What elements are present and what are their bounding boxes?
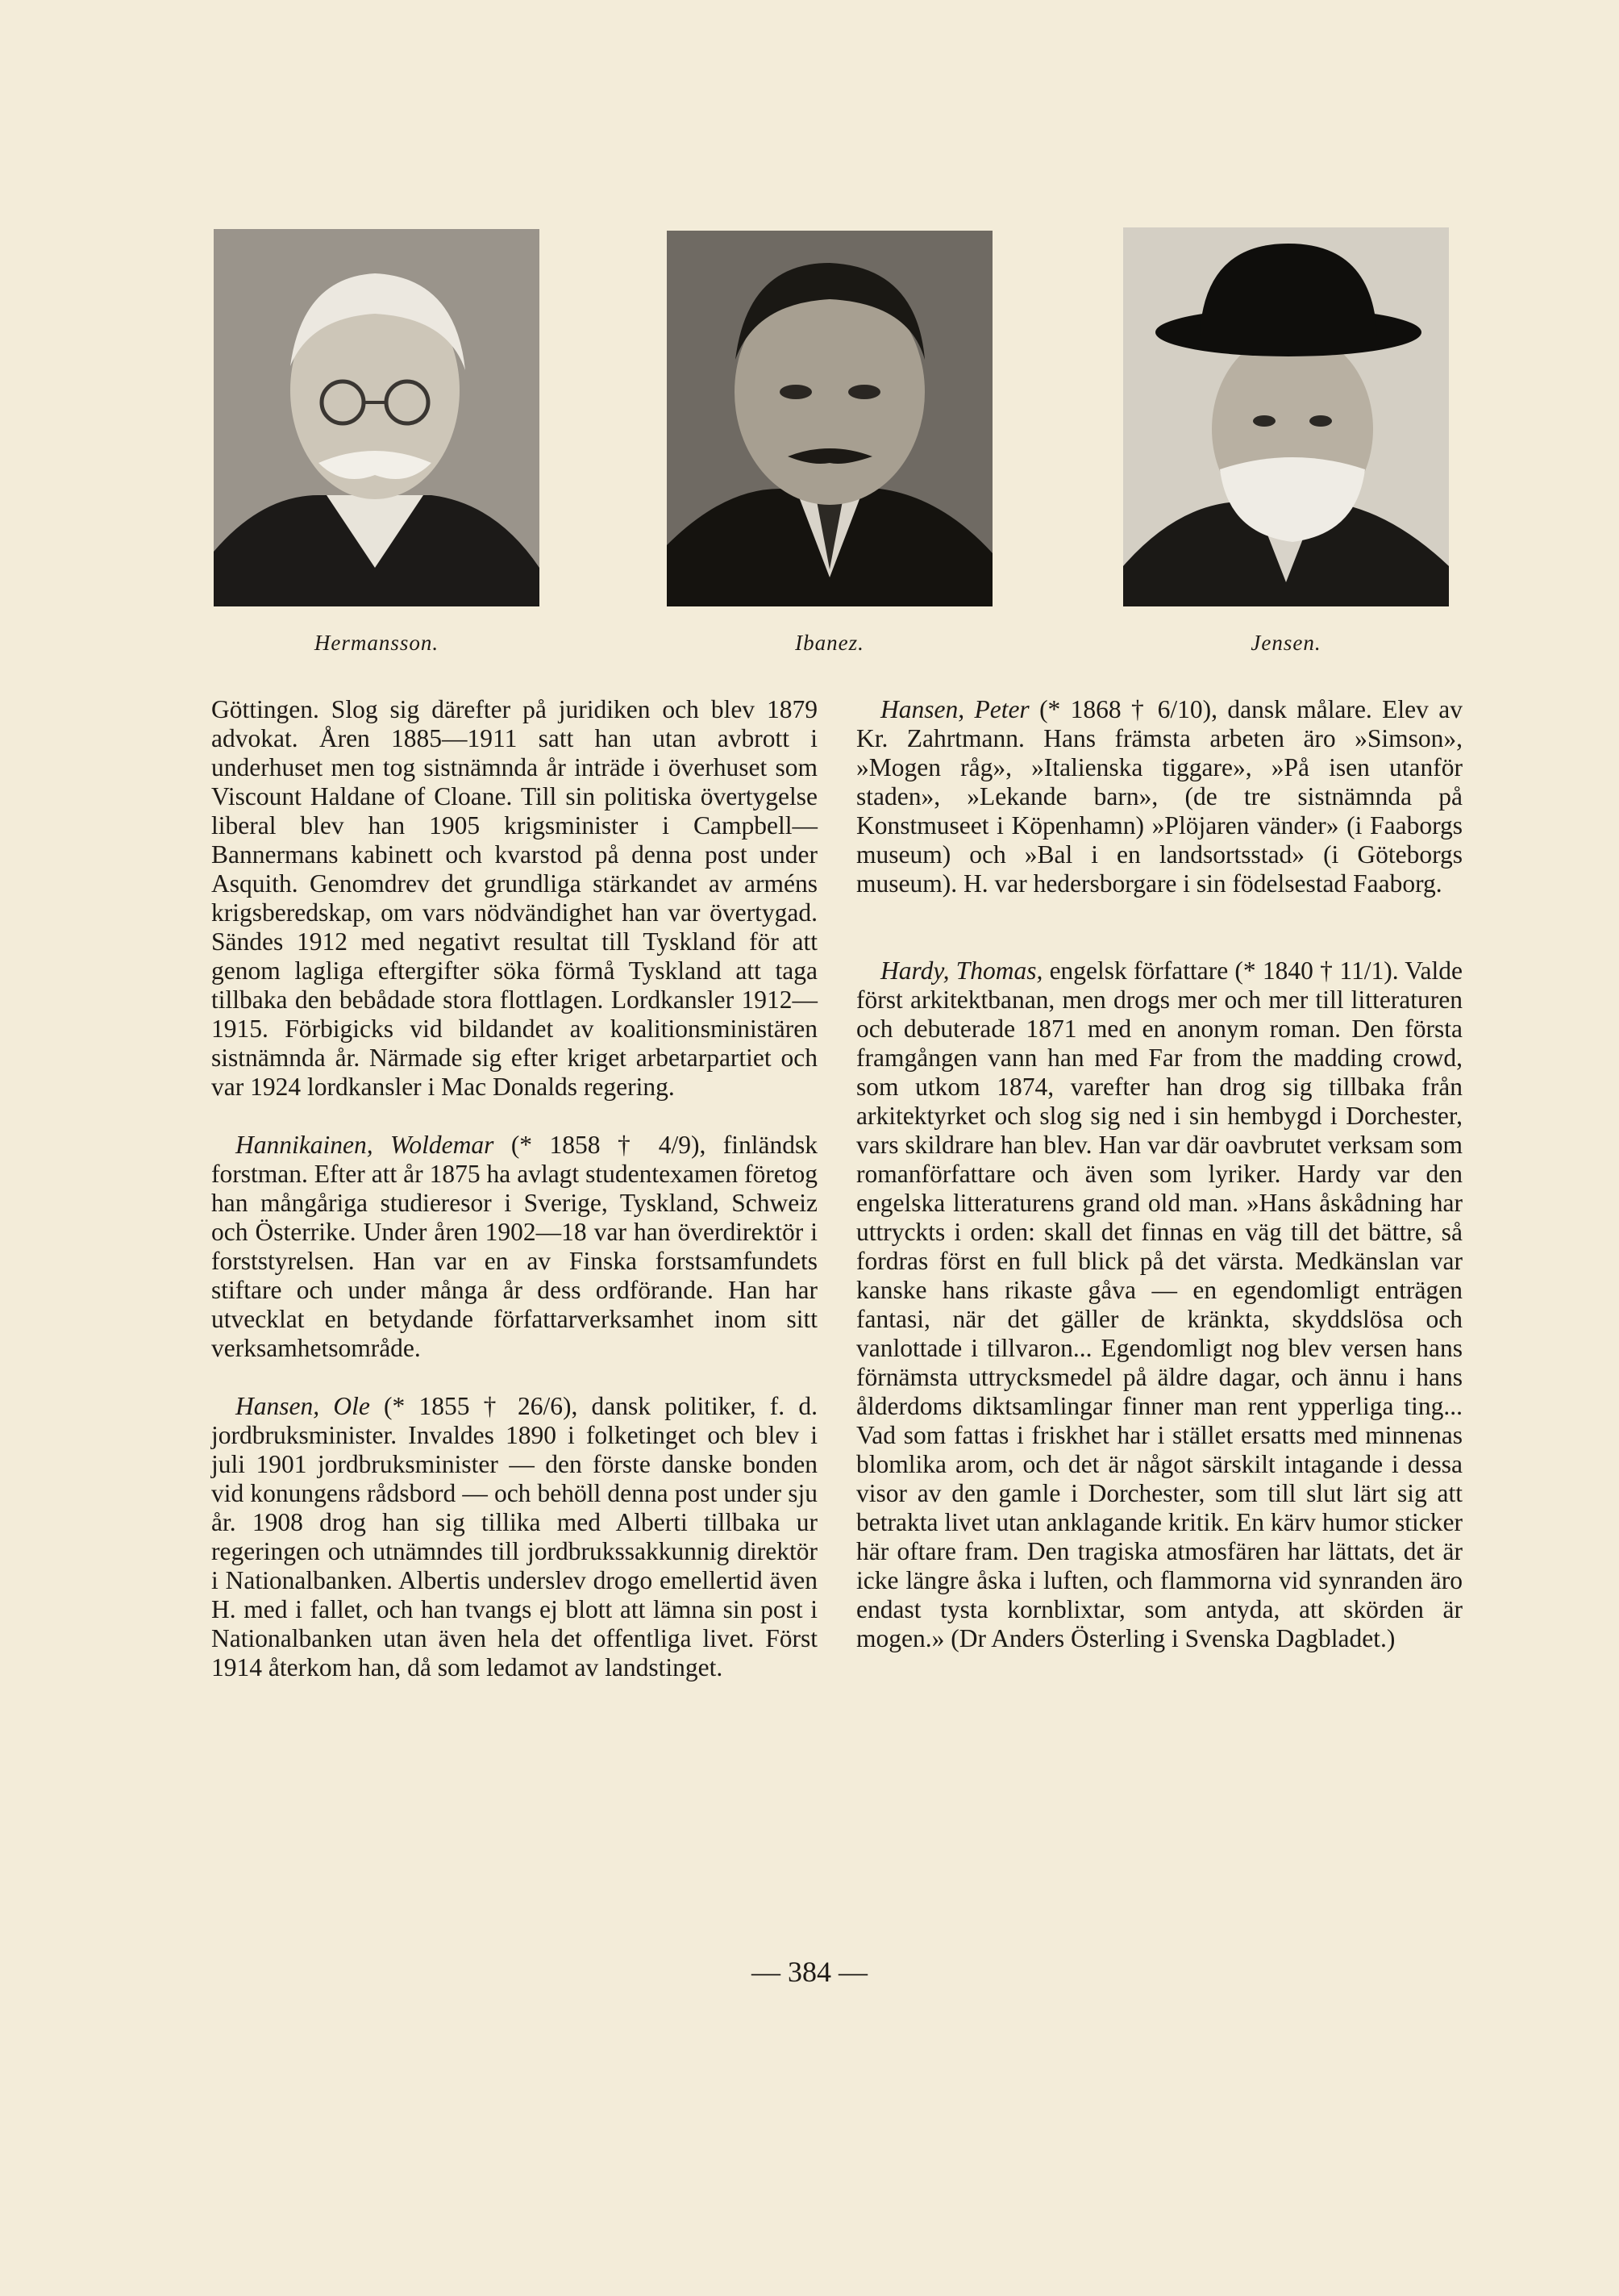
photo-hermansson-icon: [214, 229, 539, 606]
right-column: [856, 695, 1463, 1682]
left-column: [211, 695, 818, 1711]
entry-text: engelsk författare (* 1840 † 11/1). Valde först arkitektbanan, men drogs mer och mer till litteraturen och debuterade 1871 med en anonym roman. Den första framgången vann han med Far from the madding crowd, som utkom 1874, varefter han drog sig tillbaka från arkitektyrket och slog sig ned i sin hembygd i Dorchester, vars skildrare han blev. Han var där oavbrutet verksam som romanförfattare och även som lyriker. Hardy var den engelska litteraturens grand old man. »Hans åskådning har uttryckts i orden: skall det finnas en väg till det bättre, så fordras först en full blick på det värsta. Medkänslan var kanske hans rikaste gåva — en egendomligt enträgen fantasi, när det gäller de kränkta, skyddslösa och vanlottade i tillvaron... Egendomligt nog blev versen hans förnämsta uttrycksmedel på äldre dagar, och ännu i hans ålderdoms diktsamlingar finner man rent ypperliga ting... Vad som fattas i friskhet har i stället ersatts med minnenas blomlika arom, och det är något särskilt intagande i dessa visor av den gamle i Dorchester, som till slut lärt sig att betrakta livet utan anklagande kritik. En kärv humor sticker här oftare fram. Den tragiska atmosfären har lättats, det är icke längre åska i luften, och flammorna vid synranden äro endast tysta kornblixtar, som antyda, att skörden är mogen.» (Dr Anders Österling i Svenska Dagbladet.): [856, 956, 1463, 1652]
entry-name: Hardy, Thomas,: [880, 956, 1043, 985]
entry-hansen-ole: [211, 1392, 818, 1682]
portrait-ibanez: [667, 231, 993, 606]
entry-hardy: [856, 956, 1463, 1653]
entry-hansen-peter: [856, 695, 1463, 898]
page-number: — 384 —: [751, 1956, 868, 1988]
photo-jensen-icon: [1123, 227, 1449, 606]
entry-name: Hansen, Ole: [235, 1392, 370, 1420]
portrait-jensen: [1123, 227, 1449, 606]
photo-ibanez-icon: [667, 231, 993, 606]
entry-name: Hansen, Peter: [880, 695, 1030, 723]
caption-ibanez: Ibanez.: [795, 631, 864, 655]
portrait-hermansson: [214, 229, 539, 606]
entry-hannikainen: [211, 1131, 818, 1363]
entry-text: (* 1868 † 6/10), dansk målare. Elev av Kr. Zahrtmann. Hans främsta arbeten äro »Simson», »Mogen råg», »Italienska tiggare», »På isen utanför staden», »Lekande barn», (de tre sistnämnda på Konstmuseet i Köpenhamn) »Plöjaren vänder» (i Faaborgs museum) och »Bal i en landsortsstad» (i Göteborgs museum). H. var hedersborgare i sin födelsestad Faaborg.: [856, 695, 1463, 898]
caption-hermansson: Hermansson.: [314, 631, 439, 655]
caption-jensen: Jensen.: [1251, 631, 1321, 655]
entry-text: (* 1855 † 26/6), dansk politiker, f. d. jordbruksminister. Invaldes 1890 i folketinget och blev i juli 1901 jordbruksminister — den förste danske bonden vid konungens rådsbord — och behöll denna post under sju år. 1908 drog han sig tillika med Alberti tillbaka ur regeringen och utnämndes till jordbrukssakkunnig direktör i Nationalbanken. Albertis underslev drogo emellertid även H. med i fallet, och han tvangs ej blott att lämna sin post i Nationalbanken utan även hela det offentliga livet. Först 1914 återkom han, då som ledamot av landstinget.: [211, 1392, 818, 1681]
entry-name: Hannikainen, Woldemar: [235, 1131, 494, 1159]
entry-text: (* 1858 † 4/9), finländsk forstman. Efter att år 1875 ha avlagt studentexamen företog han mångåriga studieresor i Sverige, Tyskland, Schweiz och Österrike. Under åren 1902—18 var han överdirektör i forststyrelsen. Han var en av Finska forstsamfundets stiftare och under många år dess ordförande. Han har utvecklat en betydande författarverksamhet inom sitt verksamhetsområde.: [211, 1131, 818, 1362]
entry-haldane-continuation: Göttingen. Slog sig därefter på juridiken och blev 1879 advokat. Åren 1885—1911 satt han utan avbrott i underhuset men tog sistnämnda år inträde i överhuset som Viscount Haldane of Cloane. Till sin politiska övertygelse liberal blev han 1905 krigsminister i Campbell—Bannermans kabinett och kvarstod på denna post under Asquith. Genomdrev det grundliga stärkandet av arméns krigsberedskap, om vars nödvändighet han var övertygad. Sändes 1912 med negativt resultat till Tyskland för att genom lagliga eftergifter söka förmå Tyskland att taga tillbaka den bebådade stora flottlagen. Lordkansler 1912—1915. Förbigicks vid bildandet av koalitionsministären sistnämnda år. Närmade sig efter kriget arbetarpartiet och var 1924 lordkansler i Mac Donalds regering.: [211, 695, 818, 1101]
